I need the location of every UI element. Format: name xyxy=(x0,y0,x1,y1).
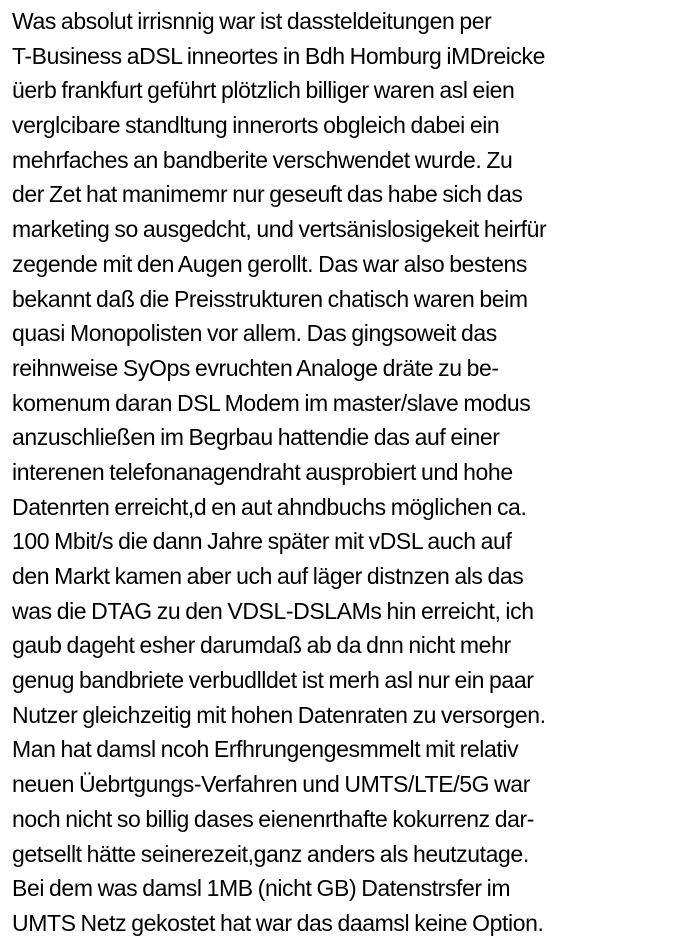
text-line: anzuschließen im Begrbau hattendie das auf einer xyxy=(12,424,500,451)
text-line: was die DTAG zu den VDSL-DSLAMs hin erreicht, ich xyxy=(12,597,534,624)
text-line: T-Business aDSL inneortes in Bdh Homburg iMDreicke xyxy=(12,42,546,69)
text-line: marketing so ausgedcht, und vertsänislosigekeit heirfür xyxy=(12,216,547,243)
text-line: noch nicht so billig dases eienenrthafte kokurrenz dar- xyxy=(12,805,535,832)
text-line: den Markt kamen aber uch auf läger distnzen als das xyxy=(12,563,524,589)
text-line: der Zet hat manimemr nur geseuft das habe sich das xyxy=(12,181,523,208)
text-line: komenum daran DSL Modem im master/slave modus xyxy=(12,389,531,416)
text-line: Man hat damsl ncoh Erfhrungengesmmelt mit relativ xyxy=(12,736,519,763)
text-line: gaub dageht esher darumdaß ab da dnn nicht mehr xyxy=(12,632,511,659)
text-line: genug bandbriete verbudlldet ist merh asl nur ein paar xyxy=(12,667,534,694)
text-line: bekannt daß die Preisstrukturen chatisch waren beim xyxy=(12,285,528,312)
text-line: interenen telefonanagendraht ausprobiert und hohe xyxy=(12,458,513,485)
text-line: reihnweise SyOps evruchten Analoge dräte zu be- xyxy=(12,354,499,381)
body-text xyxy=(12,4,680,941)
text-line: getsellt hätte seinerezeit,ganz anders als heutzutage. xyxy=(12,840,529,867)
text-line: verglcibare standltung innerorts obgleich dabei ein xyxy=(12,112,500,139)
text-line: Was absolut irrisnnig war ist dassteldeitungen per xyxy=(12,8,492,34)
text-line: 100 Mbit/s die dann Jahre später mit vDSL auch auf xyxy=(12,528,512,555)
text-line: üerb frankfurt geführt plötzlich billiger waren asl eien xyxy=(12,77,515,104)
text-line: UMTS Netz gekostet hat war das daamsl keine Option. xyxy=(12,909,544,936)
text-line: neuen Üebrtgungs-Verfahren und UMTS/LTE/5G war xyxy=(12,771,530,798)
text-line: quasi Monopolisten vor allem. Das gingsoweit das xyxy=(12,320,497,347)
text-line: Datenrten erreicht,d en aut ahndbuchs möglichen ca. xyxy=(12,493,527,520)
text-line: Nutzer gleichzeitig mit hohen Datenraten zu versorgen. xyxy=(12,701,546,728)
text-line: zegende mit den Augen gerollt. Das war also bestens xyxy=(12,250,527,277)
text-line: mehrfaches an bandberite verschwendet wurde. Zu xyxy=(12,146,513,173)
text-line: Bei dem was damsl 1MB (nicht GB) Datenstrsfer im xyxy=(12,875,511,902)
